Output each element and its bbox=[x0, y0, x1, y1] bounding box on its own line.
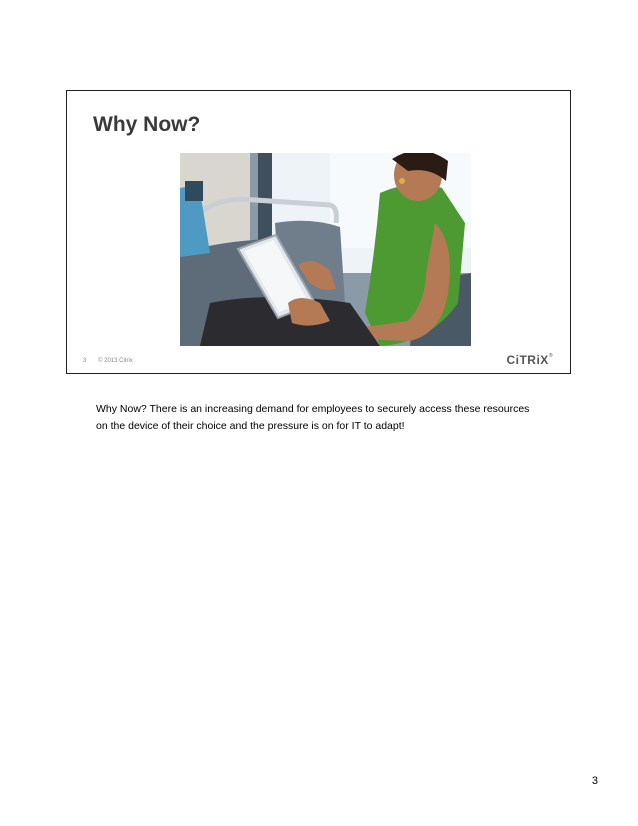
woman-with-tablet-photo bbox=[180, 153, 471, 346]
slide-number: 3 bbox=[83, 358, 87, 364]
citrix-logo bbox=[506, 353, 553, 367]
slide-title: Why Now? bbox=[93, 113, 201, 136]
speaker-notes: Why Now? There is an increasing demand for employees to securely access these resources on the device of their choice and the pressure is on for IT to adapt! bbox=[96, 403, 530, 432]
registered-mark: ® bbox=[548, 353, 553, 359]
slide-frame bbox=[66, 90, 571, 374]
copyright-text: © 2013 Citrix bbox=[98, 358, 133, 364]
slide-footer bbox=[83, 358, 133, 364]
logo-text: CiTRiX bbox=[506, 353, 549, 367]
page-number: 3 bbox=[591, 775, 598, 787]
